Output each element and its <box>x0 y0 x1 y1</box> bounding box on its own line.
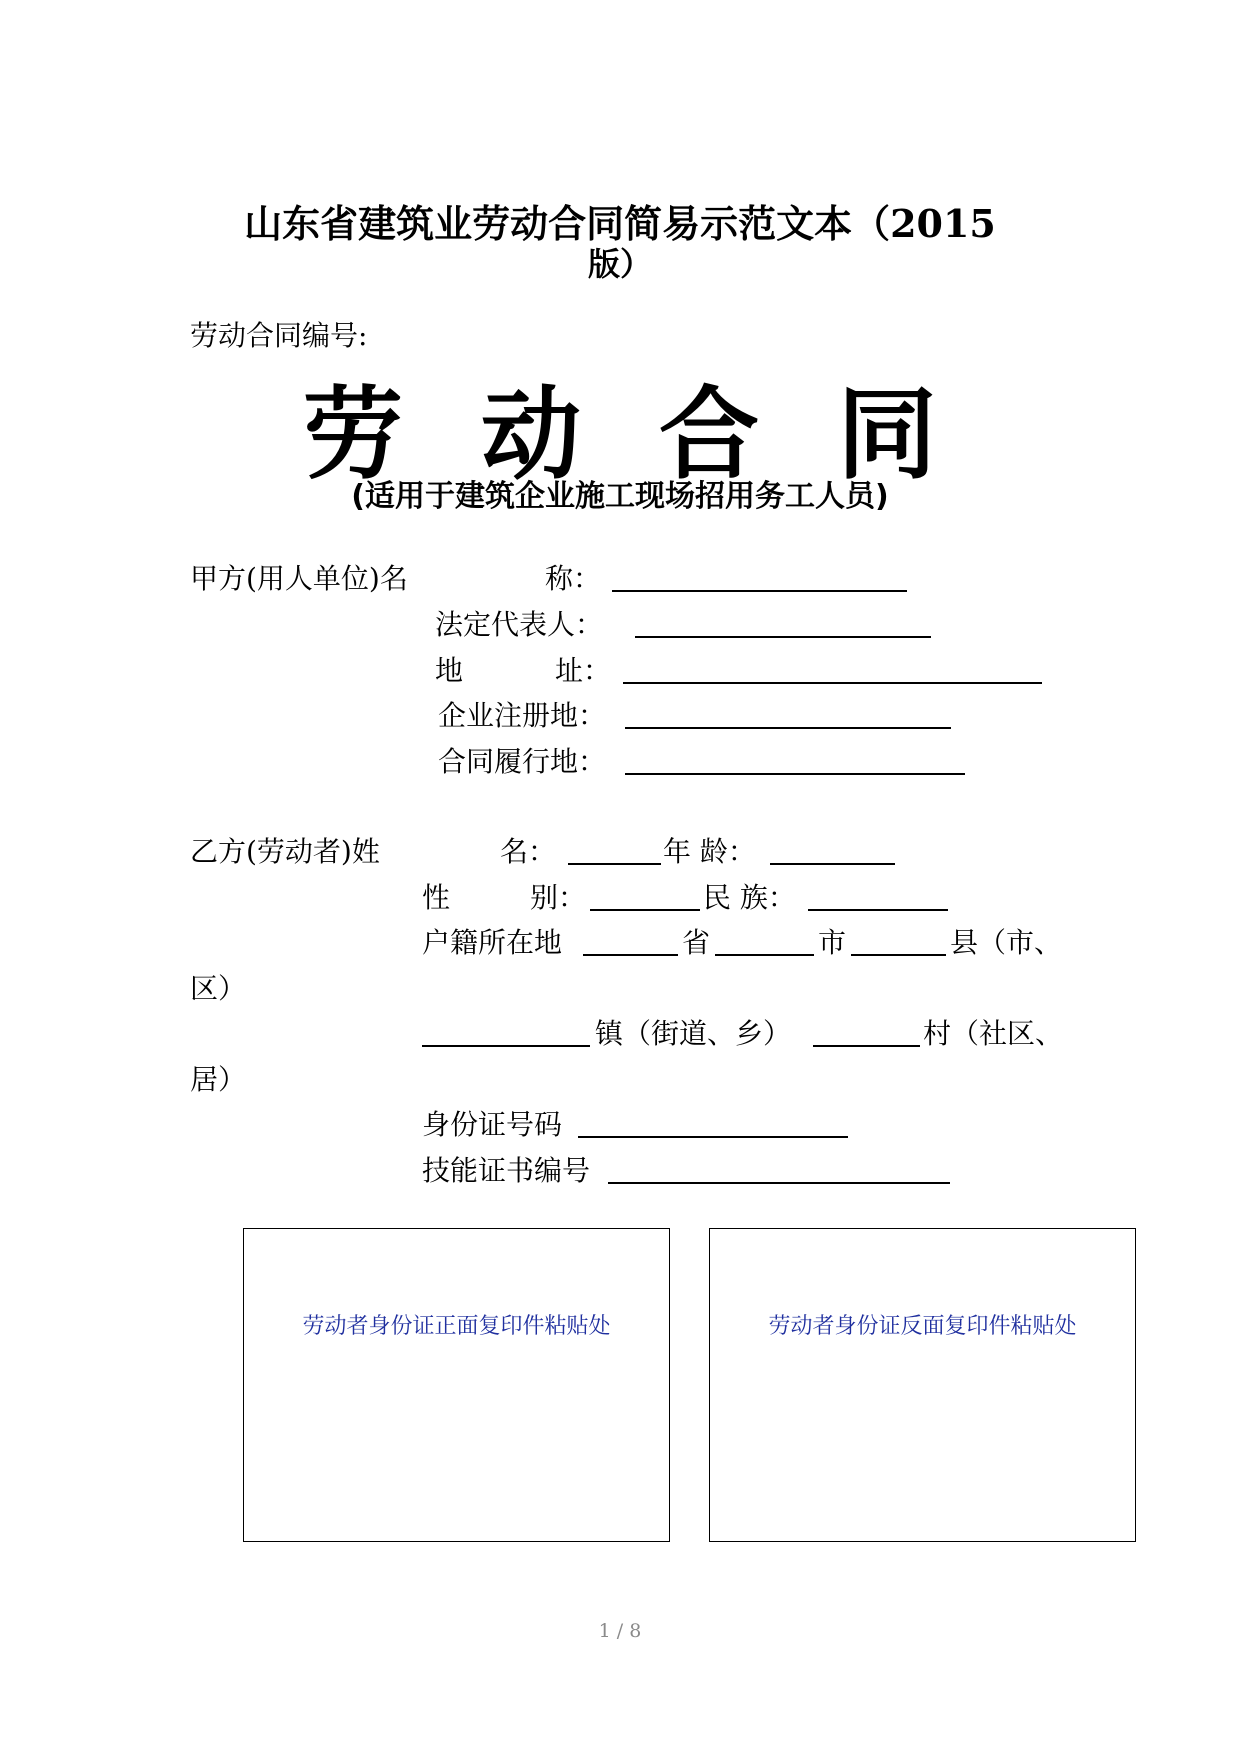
main-title <box>0 376 1240 493</box>
document-title-continued: 版） <box>587 245 652 283</box>
main-subtitle: (适用于建筑企业施工现场招用务工人员) <box>351 479 889 514</box>
id-number-blank[interactable] <box>578 1136 848 1138</box>
household-province-blank[interactable] <box>583 954 678 956</box>
gender-label-suffix: 别： <box>530 881 587 914</box>
registered-place-blank[interactable] <box>625 727 951 729</box>
address-blank[interactable] <box>623 682 1042 684</box>
party-b-name-blank[interactable] <box>568 863 661 865</box>
page-indicator: 1 / 8 <box>598 1620 642 1642</box>
household-county-blank[interactable] <box>851 954 946 956</box>
skill-certificate-blank[interactable] <box>608 1182 950 1184</box>
town-blank[interactable] <box>422 1045 590 1047</box>
village-label: 村（社区、 <box>923 1017 1064 1050</box>
legal-representative-label: 法定代表人： <box>435 608 604 641</box>
ethnicity-blank[interactable] <box>808 909 948 911</box>
party-b-label: 乙方(劳动者)姓 <box>190 835 380 868</box>
party-a-label: 甲方(用人单位)名 <box>190 562 408 595</box>
main-title-char: 劳 <box>303 376 403 493</box>
id-back-paste-area <box>709 1228 1136 1542</box>
residence-wrap-text: 居） <box>190 1063 247 1096</box>
main-title-char: 同 <box>837 376 937 493</box>
village-blank[interactable] <box>813 1045 920 1047</box>
age-label: 年 龄： <box>663 835 756 868</box>
performance-place-label: 合同履行地： <box>438 745 607 778</box>
id-number-label: 身份证号码 <box>422 1108 563 1141</box>
county-label: 县（市、 <box>950 926 1063 959</box>
town-label: 镇（街道、乡） <box>595 1017 792 1050</box>
household-city-blank[interactable] <box>715 954 814 956</box>
gender-label: 性 <box>422 881 451 914</box>
household-label: 户籍所在地 <box>422 926 563 959</box>
district-wrap-text: 区） <box>190 972 247 1005</box>
province-label: 省 <box>682 926 711 959</box>
address-label-suffix: 址： <box>555 654 612 687</box>
id-back-paste-label: 劳动者身份证反面复印件粘贴处 <box>768 1314 1077 1339</box>
performance-place-blank[interactable] <box>625 773 965 775</box>
document-title: 山东省建筑业劳动合同简易示范文本（2015 <box>244 201 996 246</box>
registered-place-label: 企业注册地： <box>438 699 607 732</box>
main-title-char: 合 <box>659 376 759 493</box>
legal-representative-blank[interactable] <box>635 636 931 638</box>
party-a-name-blank[interactable] <box>612 590 907 592</box>
skill-certificate-label: 技能证书编号 <box>422 1154 591 1187</box>
age-blank[interactable] <box>770 863 895 865</box>
gender-blank[interactable] <box>590 909 700 911</box>
contract-number-label: 劳动合同编号: <box>190 319 368 352</box>
party-b-name-suffix: 名： <box>500 835 557 868</box>
city-label: 市 <box>818 926 847 959</box>
address-label: 地 <box>435 654 464 687</box>
ethnicity-label: 民 族： <box>703 881 796 914</box>
party-a-name-suffix: 称： <box>545 562 602 595</box>
main-title-char: 动 <box>481 376 581 493</box>
id-front-paste-label: 劳动者身份证正面复印件粘贴处 <box>302 1314 611 1339</box>
id-front-paste-area <box>243 1228 670 1542</box>
